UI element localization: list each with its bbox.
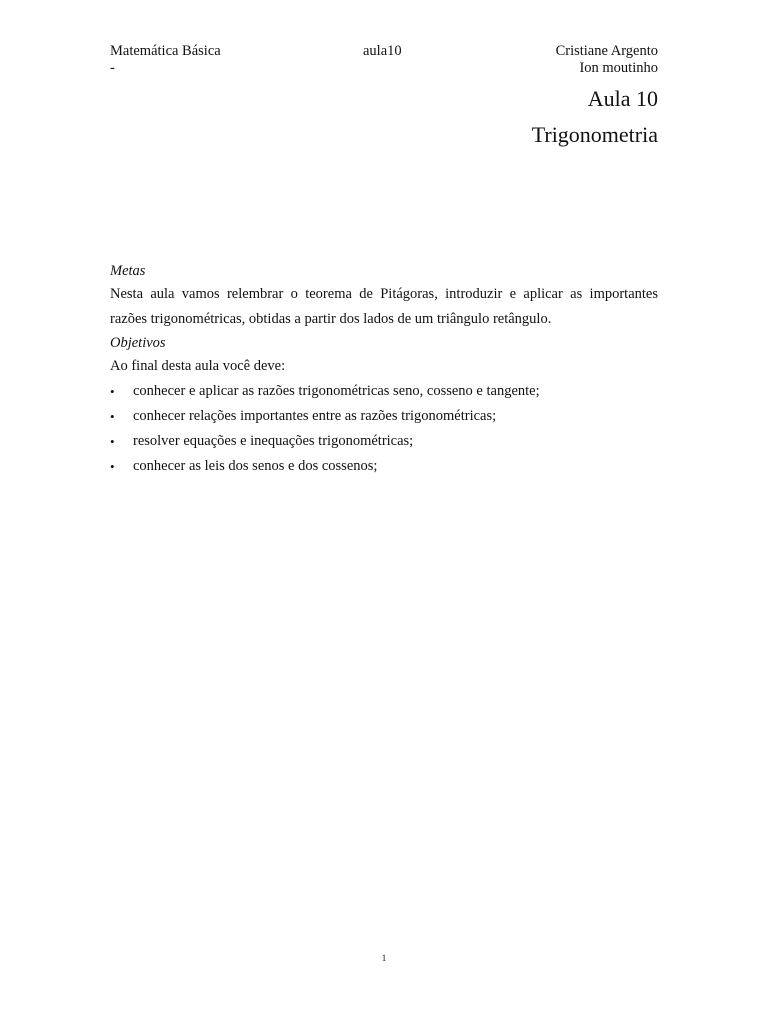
bullet-icon: • [110, 409, 115, 424]
list-item-text: conhecer as leis dos senos e dos cossenos; [133, 458, 378, 474]
objetivos-list [110, 379, 658, 479]
objetivos-intro: Ao final desta aula você deve: [110, 358, 286, 374]
bullet-icon: • [110, 384, 115, 399]
lesson-number: Aula 10 [587, 86, 658, 111]
lesson-body [110, 260, 658, 479]
list-item-text: conhecer relações importantes entre as razões trigonométricas; [133, 408, 497, 424]
list-item-text: resolver equações e inequações trigonométricas; [133, 433, 414, 449]
header-lesson-code: aula10 [363, 43, 402, 59]
header-author-2: Ion moutinho [579, 60, 658, 76]
bullet-icon: • [110, 434, 115, 449]
list-item [110, 404, 658, 429]
objetivos-heading: Objetivos [110, 335, 166, 351]
lesson-title: Trigonometria [531, 122, 658, 147]
metas-paragraph [110, 282, 658, 332]
metas-line: razões trigonométricas, obtidas a partir dos lados de um triângulo retângulo. [110, 311, 552, 327]
header-dash: - [110, 60, 115, 76]
list-item [110, 429, 658, 454]
list-item [110, 454, 658, 479]
list-item-text: conhecer e aplicar as razões trigonométricas seno, cosseno e tangente; [133, 383, 540, 399]
bullet-icon: • [110, 459, 115, 474]
metas-line: Nesta aula vamos relembrar o teorema de Pitágoras, introduzir e aplicar as importantes [110, 286, 658, 302]
page-number: 1 [381, 953, 387, 963]
header-course-title: Matemática Básica [110, 43, 221, 59]
metas-heading: Metas [110, 263, 146, 279]
list-item [110, 379, 658, 404]
header-author-1: Cristiane Argento [555, 43, 658, 59]
